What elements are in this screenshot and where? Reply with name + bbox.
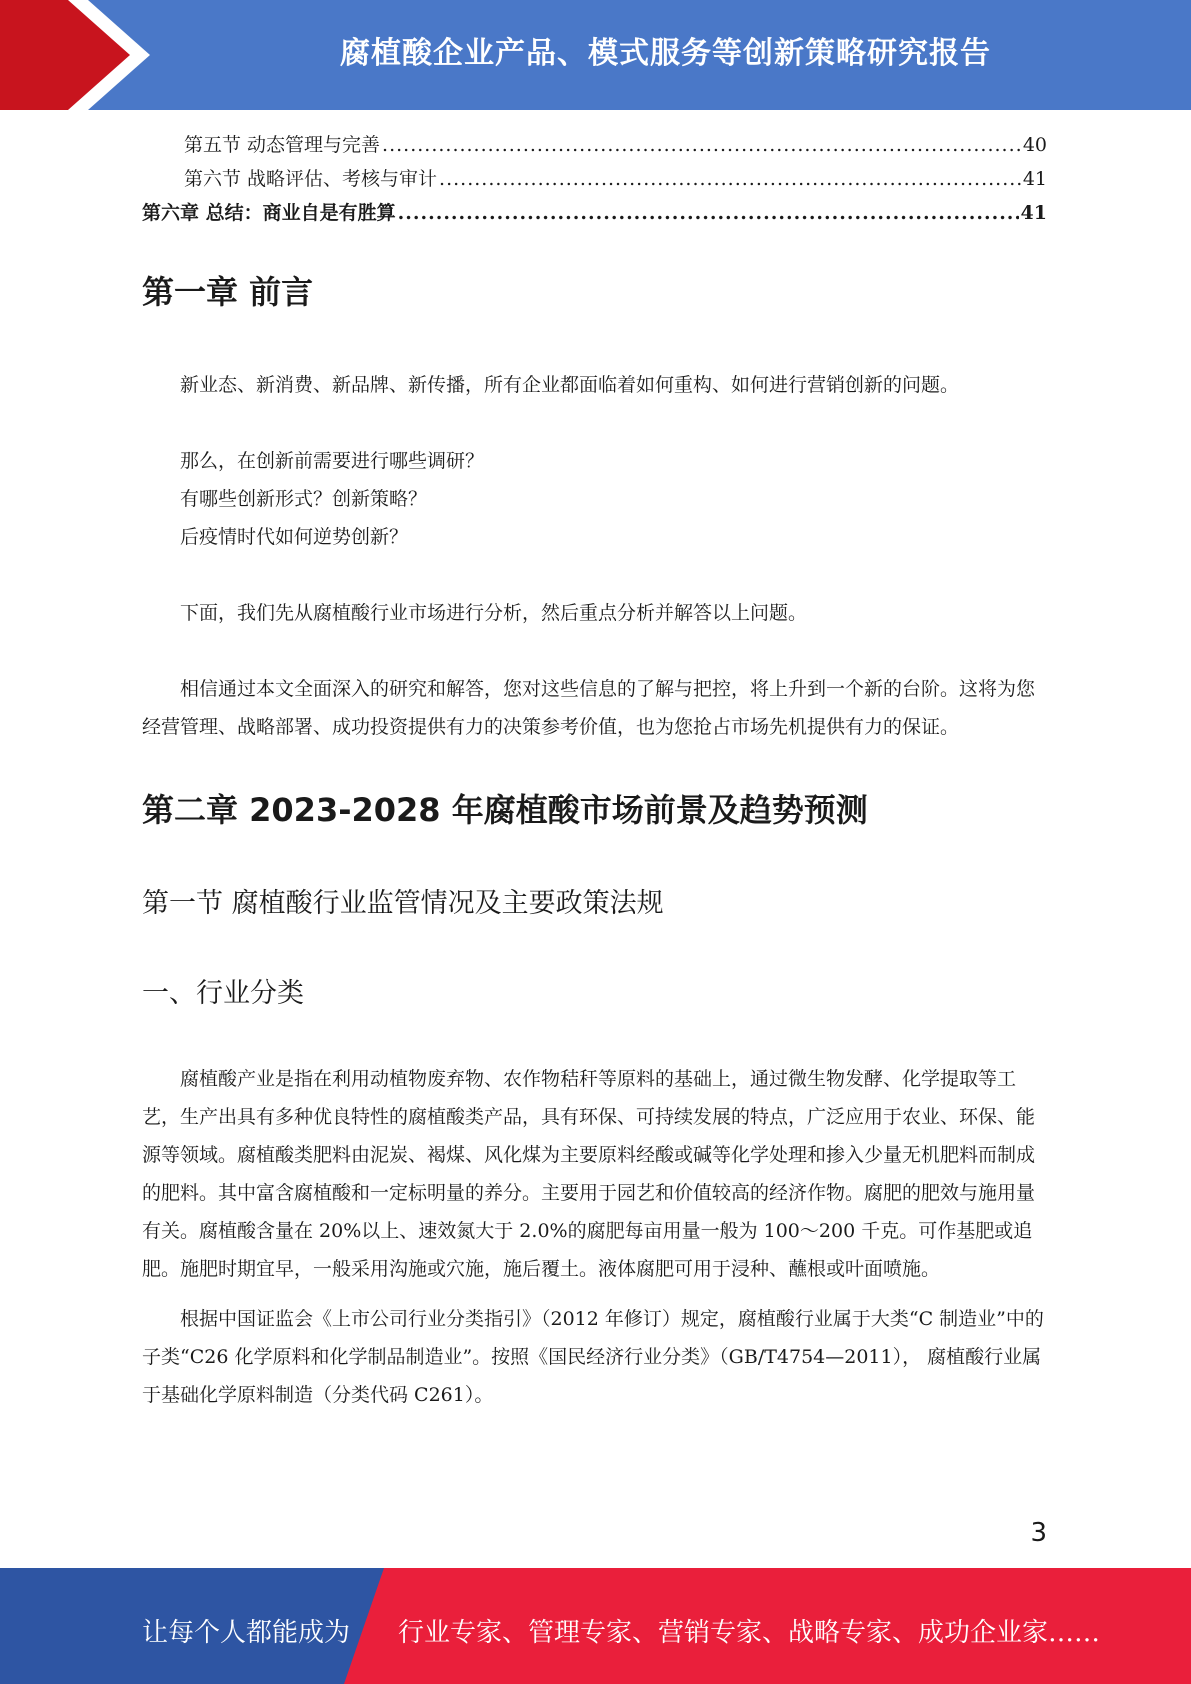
- paragraph: 根据中国证监会《上市公司行业分类指引》（2012 年修订）规定，腐植酸行业属于大类“C 制造业”中的子类“C26 化学原料和化学制品制造业”。按照《国民经济行业分类》（GB/T4754—2011）， 腐植酸行业属于基础化学原料制造（分类代码 C261）。: [142, 1308, 1044, 1406]
- paragraph: 新业态、新消费、新品牌、新传播，所有企业都面临着如何重构、如何进行营销创新的问题。: [180, 374, 960, 396]
- chapter-two-title: 第二章 2023-2028 年腐植酸市场前景及趋势预测: [142, 791, 868, 829]
- page-footer: [0, 1568, 1191, 1684]
- toc-entry-text: 第六章 总结：商业自是有胜算: [142, 202, 396, 224]
- page-number: 3: [1030, 1518, 1047, 1548]
- page-header: [0, 0, 1191, 110]
- footer-slogan-left: 让每个人都能成为: [142, 1618, 351, 1648]
- paragraph: 那么，在创新前需要进行哪些调研？: [180, 450, 485, 472]
- toc-entry-text: 第六节 战略评估、考核与审计: [184, 168, 438, 190]
- toc-entry-page: 41: [1022, 168, 1047, 190]
- header-title: 腐植酸企业产品、模式服务等创新策略研究报告: [340, 36, 991, 71]
- toc-entry-page: 40: [1022, 134, 1047, 156]
- toc-entry-page: 41: [1020, 202, 1047, 224]
- document-body: [142, 128, 1047, 1414]
- toc-leader-dots: [398, 196, 1019, 230]
- paragraph: 有哪些创新形式？创新策略？: [180, 488, 428, 510]
- toc-entry[interactable]: [142, 196, 1047, 230]
- toc-leader-dots: [439, 162, 1021, 196]
- paragraph: 下面，我们先从腐植酸行业市场进行分析，然后重点分析并解答以上问题。: [180, 602, 808, 624]
- toc-entry[interactable]: [142, 128, 1047, 162]
- toc-leader-dots: [382, 128, 1021, 162]
- chapter-one-title: 第一章 前言: [142, 273, 314, 311]
- subsection-title: 一、行业分类: [142, 978, 304, 1009]
- toc-entry-text: 第五节 动态管理与完善: [184, 134, 381, 156]
- table-of-contents: [142, 128, 1047, 230]
- section-title: 第一节 腐植酸行业监管情况及主要政策法规: [142, 888, 664, 919]
- paragraph: 相信通过本文全面深入的研究和解答，您对这些信息的了解与把控，将上升到一个新的台阶。这将为您经营管理、战略部署、成功投资提供有力的决策参考价值，也为您抢占市场先机提供有力的保证。: [142, 678, 1036, 738]
- footer-slogan-right: 行业专家、管理专家、营销专家、战略专家、成功企业家……: [398, 1618, 1101, 1648]
- paragraph: 腐植酸产业是指在利用动植物废弃物、农作物秸秆等原料的基础上，通过微生物发酵、化学提取等工艺，生产出具有多种优良特性的腐植酸类产品，具有环保、可持续发展的特点，广泛应用于农业、环保、能源等领域。腐植酸类肥料由泥炭、褐煤、风化煤为主要原料经酸或碱等化学处理和掺入少量无机肥料而制成的肥料。其中富含腐植酸和一定标明量的养分。主要用于园艺和价值较高的经济作物。腐肥的肥效与施用量有关。腐植酸含量在 20%以上、速效氮大于 2.0%的腐肥每亩用量一般为 100～200 千克。可作基肥或追肥。施肥时期宜早，一般采用沟施或穴施，施后覆土。液体腐肥可用于浸种、蘸根或叶面喷施。: [142, 1068, 1036, 1280]
- paragraph: 后疫情时代如何逆势创新？: [180, 526, 409, 548]
- toc-entry[interactable]: [142, 162, 1047, 196]
